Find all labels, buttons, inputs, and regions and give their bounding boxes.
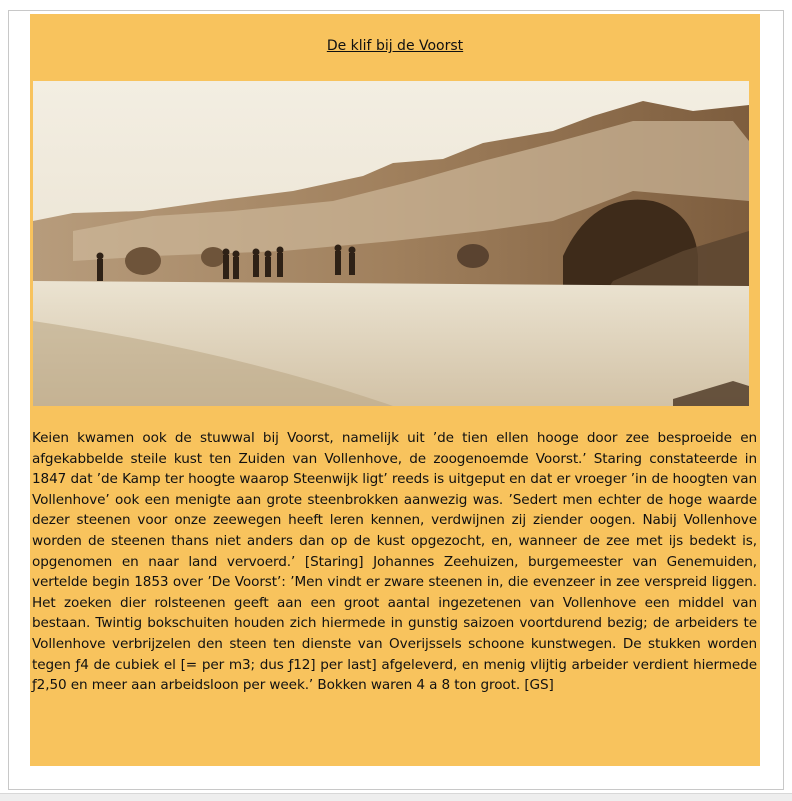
body-paragraph: Keien kwamen ook de stuwwal bij Voorst, namelijk uit ’de tien ellen hooge door zee besproeide en afgekabbelde steile kust ten Zuiden van Vollenhove, de zoogenoemde Voorst.’ Staring constateerde in 1847 dat ’de Kamp ter hoogte waarop Steenwijk ligt’ reeds is uitgeput en dat er vroeger ’in de hoogten van Vollenhove’ ook een menigte aan grote steenbrokken aanwezig was. ’Sedert men echter de hoge waarde dezer steenen voor onze zeewegen heeft leren kennen, verdwijnen zij ziender oogen. Nabij Vollenhove worden de steenen thans niet anders dan op de kust opgezocht, en, wanneer de zee met ijs bedekt is, opgenomen en naar land vervoerd.’ [Staring] Johannes Zeehuizen, burgemeester van Genemuiden, vertelde begin 1853 over ’De Voorst’: ’Men vindt er zware steenen in, die evenzeer in zee verspreid liggen. Het zoeken dier rolsteenen geeft aan een groot aantal ingezetenen van Vollenhove een middel van bestaan. Twintig bokschuiten houden zich hiermede in gunstig saizoen voortdurend bezig; de arbeiders te Vollenhove verbrijzelen den steen ten dienste van Overijssels schoone kunstwegen. De stukken worden tegen ƒ4 de cubiek el [= per m3; dus ƒ12] per last] afgeleverd, en menig vlijtig arbeider verdient hiermede ƒ2,50 en meer aan arbeidsloon per week.’ Bokken waren 4 a 8 ton groot. [GS] — [32, 430, 757, 694]
body-text — [32, 428, 757, 696]
cliff-photo-icon — [33, 81, 749, 406]
text-box — [30, 14, 760, 766]
document-title: De klif bij de Voorst — [326, 38, 464, 54]
